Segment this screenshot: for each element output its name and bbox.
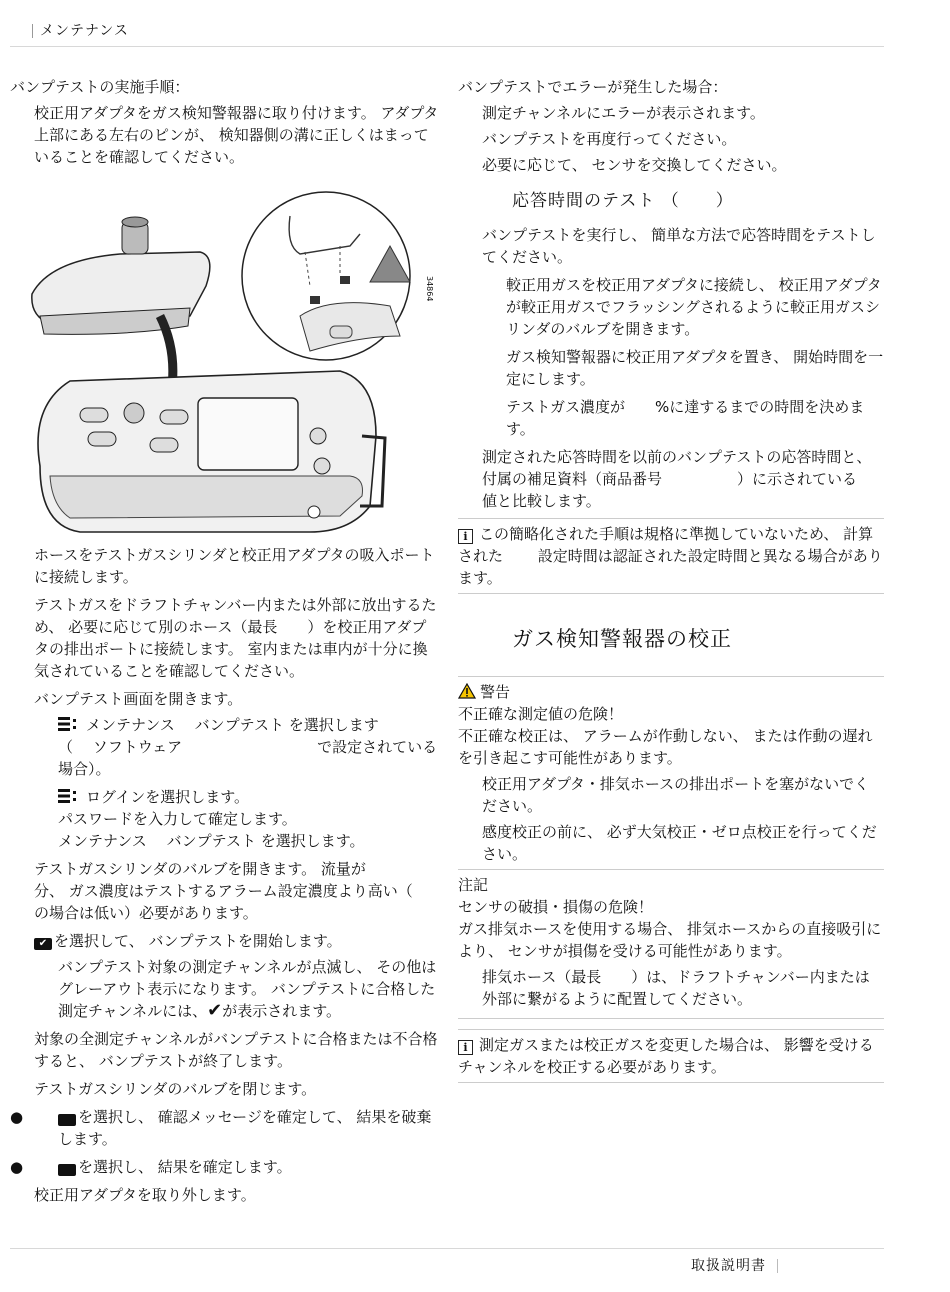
footer-divider bbox=[777, 1259, 778, 1273]
divider bbox=[458, 1018, 884, 1019]
step-close-valve: テストガスシリンダのバルブを閉じます。 bbox=[34, 1080, 317, 1098]
menu-icon bbox=[58, 789, 78, 803]
menu-icon bbox=[58, 717, 78, 731]
adapter-illustration bbox=[10, 176, 440, 534]
page-footer bbox=[10, 1248, 884, 1279]
check-icon: ✔ bbox=[207, 1000, 223, 1021]
step-select-menu-cont: （ ソフトウェア で設定されている場合）。 bbox=[58, 738, 438, 778]
warning-text: 不正確な校正は、 アラームが作動しない、 または作動の遅れを引き起こす可能性があります。 bbox=[458, 727, 873, 767]
warning-icon bbox=[458, 683, 476, 699]
notice-text: ガス排気ホースを使用する場合、 排気ホースからの直接吸引により、 センサが損傷を受ける可能性があります。 bbox=[458, 920, 882, 960]
error-heading: バンプテストでエラーが発生した場合： bbox=[458, 78, 728, 96]
step-start-bump bbox=[10, 930, 440, 952]
response-step-1: 較正用ガスを校正用アダプタに接続し、 校正用アダプタが較正用ガスでフラッシングされるように較正用ガスシリンダのバルブを開きます。 bbox=[506, 276, 882, 338]
step-connect-hose: ホースをテストガスシリンダと校正用アダプタの吸入ポートに接続します。 bbox=[34, 546, 435, 586]
step-exhaust-hose: テストガスをドラフトチャンバー内または外部に放出するため、 必要に応じて別のホース（最長 ）を校正用アダプタの排出ポートに接続します。 室内または車内が十分に換気されていることを確認してください。 bbox=[34, 596, 437, 680]
step-open-valve: テストガスシリンダのバルブを開きます。 流量が 分、 ガス濃度はテストするアラーム設定濃度より高い（ の場合は低い）必要があります。 bbox=[34, 860, 433, 922]
info-note-1-text: この簡略化された手順は規格に準拠していないため、 計算された 設定時間は認証された設定時間と異なる場合があります。 bbox=[458, 525, 883, 587]
footer-title: 取扱説明書 bbox=[691, 1258, 766, 1274]
response-intro: バンプテストを実行し、 簡単な方法で応答時間をテストしてください。 bbox=[482, 226, 876, 266]
header-title: メンテナンス bbox=[40, 23, 129, 39]
warning-item-2: 感度校正の前に、 必ず大気校正・ゼロ点校正を行ってください。 bbox=[482, 823, 877, 863]
response-step-2: ガス検知警報器に校正用アダプタを置き、 開始時間を一定にします。 bbox=[506, 348, 884, 388]
step-remove-adapter: 校正用アダプタを取り外します。 bbox=[34, 1186, 256, 1204]
step-bump-complete: 対象の全測定チャンネルがバンプテストに合格または不合格すると、 バンプテストが終了します。 bbox=[34, 1030, 438, 1070]
notice-block bbox=[458, 874, 884, 1010]
bullet-icon: ● bbox=[10, 1108, 24, 1126]
divider bbox=[458, 869, 884, 870]
step-select-menu-text: メンテナンス バンプテスト を選択します bbox=[86, 716, 379, 734]
figure-code: 34864 bbox=[425, 276, 434, 302]
bullet-confirm-text: を選択し、 結果を確定します。 bbox=[78, 1158, 292, 1176]
notice-label: 注記 bbox=[458, 876, 489, 894]
step-select-menu bbox=[10, 714, 440, 736]
bullet-discard-text: を選択し、 確認メッセージを確定して、 結果を破棄します。 bbox=[58, 1108, 432, 1148]
bullet-icon: ● bbox=[10, 1158, 24, 1176]
ok-key-icon: ✔ bbox=[34, 938, 52, 950]
step-login-text: ログインを選択します。 bbox=[86, 788, 250, 806]
error-item-1: 測定チャンネルにエラーが表示されます。 bbox=[482, 104, 765, 122]
notice-item-1: 排気ホース（最長 ）は、ドラフトチャンバー内または外部に繋がるように配置してください。 bbox=[482, 968, 870, 1008]
info-icon: i bbox=[458, 1040, 473, 1055]
bump-test-heading: バンプテストの実施手順： bbox=[10, 78, 190, 96]
step-channel-flash bbox=[10, 956, 440, 1022]
step-start-bump-text: を選択して、 バンプテストを開始します。 bbox=[54, 932, 342, 950]
step-password: パスワードを入力して確定します。 bbox=[58, 810, 297, 828]
ok-key-icon: ✔ bbox=[58, 1164, 76, 1176]
response-step-4: 測定された応答時間を以前のバンプテストの応答時間と、 付属の補足資料（商品番号 ）に示されている 値と比較します。 bbox=[482, 448, 888, 510]
right-column bbox=[458, 76, 888, 1083]
left-column bbox=[10, 76, 440, 1206]
step-select-bump: メンテナンス バンプテスト を選択します。 bbox=[58, 832, 365, 850]
x-key-icon: ✕ bbox=[58, 1114, 76, 1126]
step-open-bump-screen: バンプテスト画面を開きます。 bbox=[34, 690, 243, 708]
step-channel-flash-end: が表示されます。 bbox=[222, 1002, 342, 1020]
page-header bbox=[10, 18, 884, 47]
step-login bbox=[10, 786, 440, 808]
bullet-confirm bbox=[10, 1156, 440, 1178]
info-icon: i bbox=[458, 529, 473, 544]
error-item-3: 必要に応じて、 センサを交換してください。 bbox=[482, 156, 787, 174]
info-note-2 bbox=[458, 1029, 884, 1083]
warning-label: 警告 bbox=[480, 683, 511, 701]
response-time-heading: 応答時間のテスト （ ） bbox=[512, 191, 734, 211]
step-attach-adapter: 校正用アダプタをガス検知警報器に取り付けます。 アダプタ上部にある左右のピンが、 検知器側の溝に正しくはまっていることを確認してください。 bbox=[34, 104, 439, 166]
notice-title: センサの破損・損傷の危険！ bbox=[458, 898, 654, 916]
header-divider bbox=[32, 24, 33, 38]
warning-label-row bbox=[458, 681, 884, 703]
warning-block bbox=[458, 676, 884, 865]
error-item-2: バンプテストを再度行ってください。 bbox=[482, 130, 737, 148]
warning-title: 不正確な測定値の危険！ bbox=[458, 705, 624, 723]
info-note-2-text: 測定ガスまたは校正ガスを変更した場合は、 影響を受けるチャンネルを校正する必要があります。 bbox=[458, 1036, 874, 1076]
calibration-heading: ガス検知警報器の校正 bbox=[512, 627, 732, 651]
step-channel-flash-text: バンプテスト対象の測定チャンネルが点滅し、 その他はグレーアウト表示になります。 バンプテストに合格した測定チャンネルには、 bbox=[58, 958, 437, 1020]
device-adapter-drawing bbox=[10, 176, 430, 534]
response-step-3: テストガス濃度が %に達するまでの時間を決めます。 bbox=[506, 398, 865, 438]
bullet-discard bbox=[10, 1106, 440, 1150]
warning-item-1: 校正用アダプタ・排気ホースの排出ポートを塞がないでください。 bbox=[482, 775, 870, 815]
info-note-1 bbox=[458, 518, 884, 594]
